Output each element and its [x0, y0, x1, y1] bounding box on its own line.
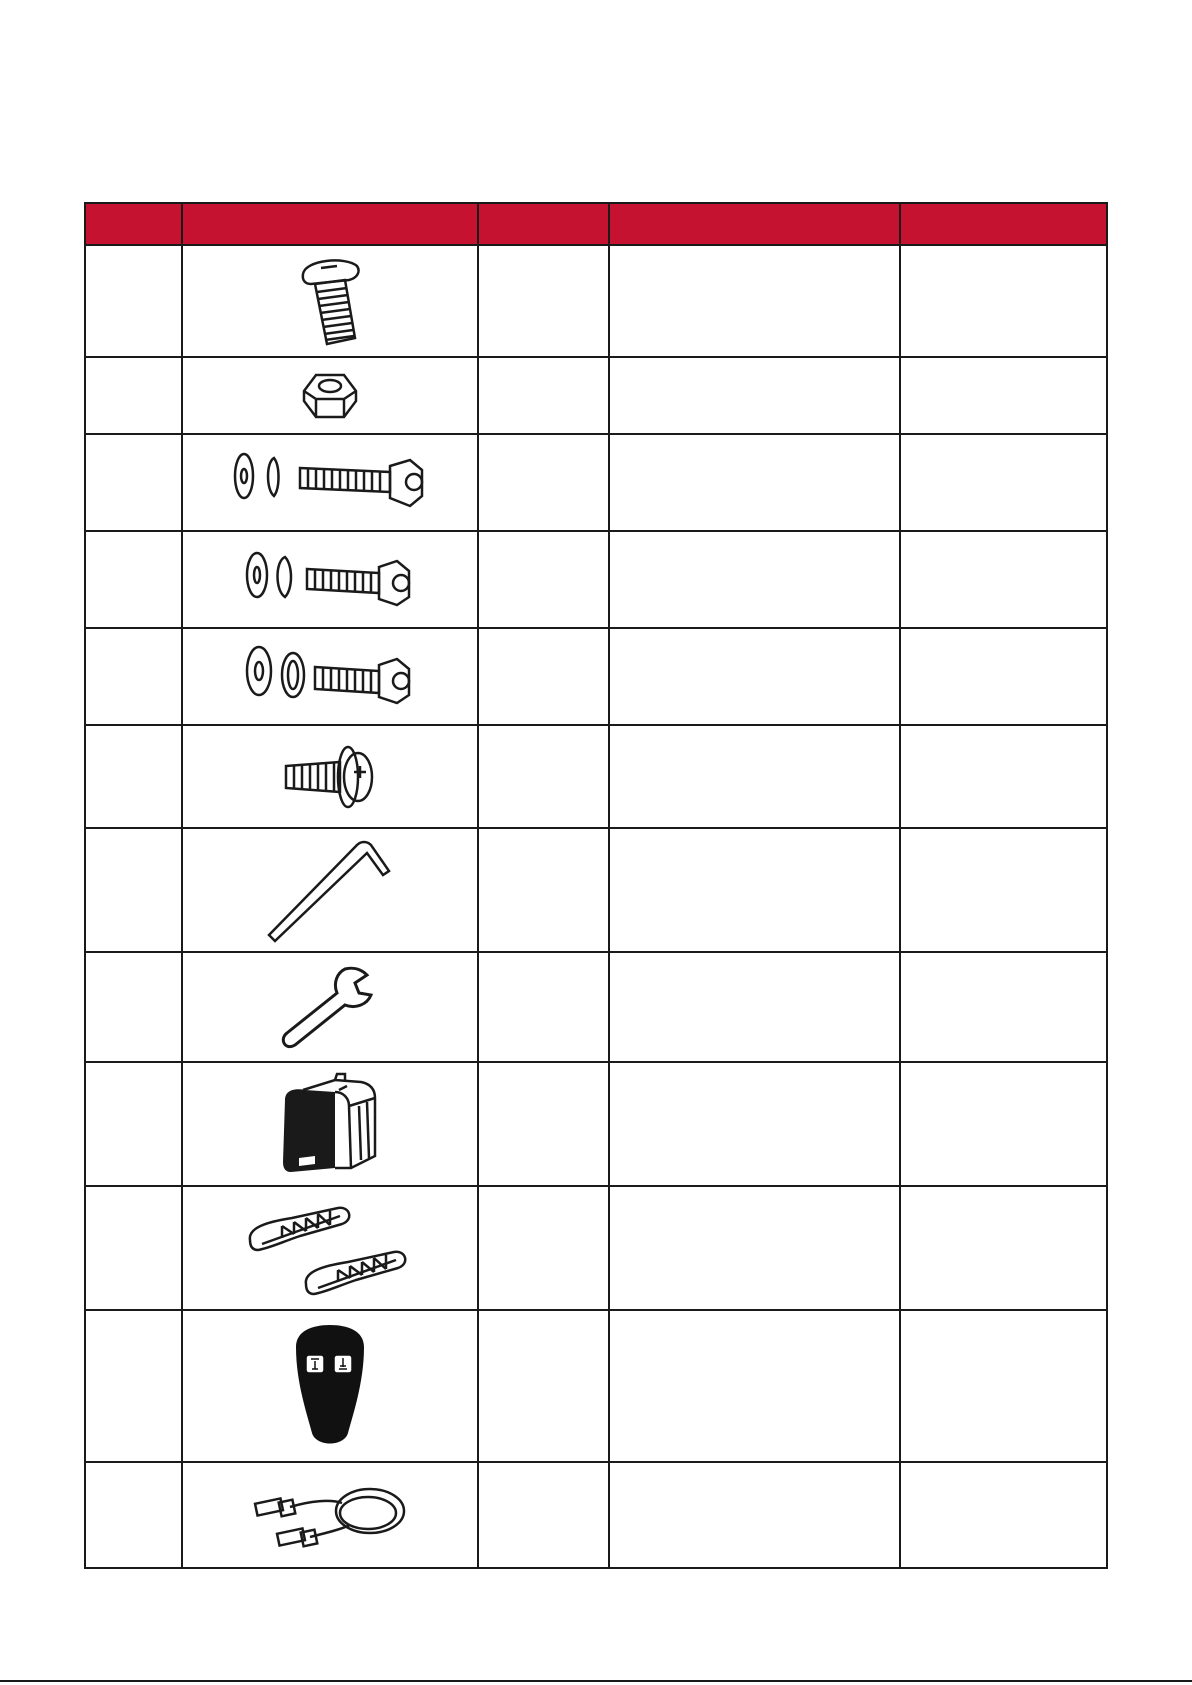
row-cell — [900, 357, 1107, 434]
row-cell — [85, 952, 182, 1062]
image-cell — [182, 1310, 478, 1462]
header-cell-3 — [478, 203, 609, 245]
row-cell — [609, 952, 900, 1062]
short-hex-bolt-washers-icon — [245, 641, 415, 713]
table-row — [85, 434, 1107, 531]
image-cell — [182, 1186, 478, 1310]
image-cell — [182, 725, 478, 828]
row-cell — [478, 1186, 609, 1310]
long-hex-bolt-washers-icon — [230, 448, 430, 518]
flange-screw-icon — [280, 742, 380, 812]
row-cell — [609, 434, 900, 531]
table-row — [85, 1062, 1107, 1186]
remote-button-right-icon — [334, 1355, 352, 1373]
row-cell — [85, 357, 182, 434]
image-cell — [182, 628, 478, 725]
row-cell — [900, 531, 1107, 628]
row-cell — [478, 1310, 609, 1462]
usb-cable-icon — [250, 1473, 410, 1557]
cable-clips-icon — [242, 1196, 418, 1300]
row-cell — [900, 434, 1107, 531]
table-row — [85, 828, 1107, 952]
row-cell — [609, 531, 900, 628]
cover-cap-icon — [275, 1072, 385, 1176]
row-cell — [478, 245, 609, 357]
row-cell — [85, 531, 182, 628]
header-cell-1 — [85, 203, 182, 245]
image-cell — [182, 357, 478, 434]
row-cell — [900, 1062, 1107, 1186]
row-cell — [85, 1062, 182, 1186]
image-cell — [182, 434, 478, 531]
row-cell — [85, 1462, 182, 1568]
row-cell — [900, 952, 1107, 1062]
row-cell — [478, 828, 609, 952]
row-cell — [609, 1462, 900, 1568]
row-cell — [478, 628, 609, 725]
page-bottom-rule — [0, 1680, 1192, 1682]
row-cell — [85, 828, 182, 952]
remote-control-icon — [290, 1321, 370, 1451]
row-cell — [609, 357, 900, 434]
row-cell — [478, 1462, 609, 1568]
table-row — [85, 1462, 1107, 1568]
row-cell — [478, 725, 609, 828]
row-cell — [478, 434, 609, 531]
screw-icon — [295, 252, 365, 350]
hex-nut-icon — [300, 369, 360, 423]
table-row — [85, 952, 1107, 1062]
row-cell — [478, 531, 609, 628]
row-cell — [609, 1062, 900, 1186]
row-cell — [85, 725, 182, 828]
row-cell — [85, 245, 182, 357]
remote-button-left-icon — [306, 1355, 324, 1373]
image-cell — [182, 952, 478, 1062]
parts-table — [84, 202, 1108, 1569]
row-cell — [609, 725, 900, 828]
row-cell — [900, 828, 1107, 952]
row-cell — [478, 952, 609, 1062]
row-cell — [609, 628, 900, 725]
table-row — [85, 1310, 1107, 1462]
row-cell — [609, 1186, 900, 1310]
table-row — [85, 357, 1107, 434]
image-cell — [182, 828, 478, 952]
image-cell — [182, 1062, 478, 1186]
table-row — [85, 1186, 1107, 1310]
header-cell-5 — [900, 203, 1107, 245]
row-cell — [900, 1462, 1107, 1568]
row-cell — [900, 725, 1107, 828]
row-cell — [85, 628, 182, 725]
row-cell — [900, 1186, 1107, 1310]
row-cell — [900, 628, 1107, 725]
table-row — [85, 531, 1107, 628]
row-cell — [609, 245, 900, 357]
table-row — [85, 725, 1107, 828]
image-cell — [182, 245, 478, 357]
row-cell — [85, 1186, 182, 1310]
image-cell — [182, 531, 478, 628]
medium-hex-bolt-washers-icon — [245, 545, 415, 615]
row-cell — [900, 1310, 1107, 1462]
image-cell — [182, 1462, 478, 1568]
header-row — [85, 203, 1107, 245]
header-cell-2 — [182, 203, 478, 245]
row-cell — [478, 357, 609, 434]
row-cell — [609, 828, 900, 952]
row-cell — [85, 1310, 182, 1462]
row-cell — [609, 1310, 900, 1462]
row-cell — [478, 1062, 609, 1186]
wrench-icon — [275, 959, 385, 1055]
allen-key-icon — [265, 835, 395, 945]
row-cell — [900, 245, 1107, 357]
header-cell-4 — [609, 203, 900, 245]
table-row — [85, 628, 1107, 725]
row-cell — [85, 434, 182, 531]
table-row — [85, 245, 1107, 357]
